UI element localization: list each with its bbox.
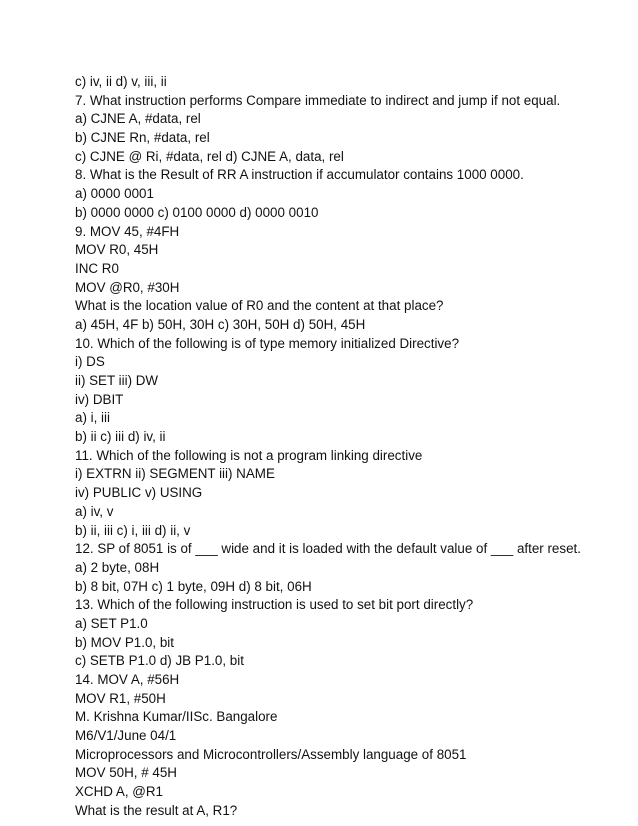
text-line: What is the location value of R0 and the content at that place? bbox=[75, 298, 444, 314]
document-text-block bbox=[75, 73, 615, 821]
text-line: b) 0000 0000 c) 0100 0000 d) 0000 0010 bbox=[75, 204, 319, 220]
text-line: iv) PUBLIC v) USING bbox=[75, 485, 203, 501]
question-9-line: 9. MOV 45, #4FH bbox=[75, 223, 180, 239]
text-line: MOV 50H, # 45H bbox=[75, 765, 177, 781]
text-line: b) ii c) iii d) iv, ii bbox=[75, 429, 166, 445]
question-10-line: 10. Which of the following is of type memory initialized Directive? bbox=[75, 335, 460, 351]
text-line: iv) DBIT bbox=[75, 391, 124, 407]
text-line: MOV R0, 45H bbox=[75, 242, 159, 258]
text-line: b) ii, iii c) i, iii d) ii, v bbox=[75, 522, 191, 538]
text-line: What is the result at A, R1? bbox=[75, 802, 238, 818]
text-line: a) iv, v bbox=[75, 503, 114, 519]
question-12-line: 12. SP of 8051 is of ___ wide and it is loaded with the default value of ___ after reset. bbox=[75, 541, 581, 557]
text-line: b) MOV P1.0, bit bbox=[75, 634, 174, 650]
text-line: ii) SET iii) DW bbox=[75, 373, 159, 388]
question-8-line: 8. What is the Result of RR A instruction if accumulator contains 1000 0000. bbox=[75, 167, 524, 183]
text-line: INC R0 bbox=[75, 260, 119, 276]
text-line: b) CJNE Rn, #data, rel bbox=[75, 130, 210, 146]
document-code-line: M6/V1/June 04/1 bbox=[75, 728, 177, 744]
text-line: a) 0000 0001 bbox=[75, 186, 154, 202]
text-line: b) 8 bit, 07H c) 1 byte, 09H d) 8 bit, 06H bbox=[75, 578, 312, 594]
text-line: XCHD A, @R1 bbox=[75, 784, 164, 800]
question-7-line: 7. What instruction performs Compare immediate to indirect and jump if not equal. bbox=[75, 92, 561, 108]
course-title-line: Microprocessors and Microcontrollers/Assembly language of 8051 bbox=[75, 746, 467, 762]
text-line: a) CJNE A, #data, rel bbox=[75, 111, 201, 127]
author-line: M. Krishna Kumar/IISc. Bangalore bbox=[75, 709, 278, 725]
text-line: a) i, iii bbox=[75, 410, 110, 426]
text-line: MOV R1, #50H bbox=[75, 690, 166, 706]
question-13-line: 13. Which of the following instruction is used to set bit port directly? bbox=[75, 597, 474, 613]
text-line: MOV @R0, #30H bbox=[75, 279, 180, 295]
text-line: a) 2 byte, 08H bbox=[75, 559, 160, 575]
text-line: a) 45H, 4F b) 50H, 30H c) 30H, 50H d) 50H, 45H bbox=[75, 316, 366, 332]
text-line: c) CJNE @ Ri, #data, rel d) CJNE A, data, rel bbox=[75, 148, 344, 164]
text-line: i) EXTRN ii) SEGMENT iii) NAME bbox=[75, 466, 275, 482]
question-14-line: 14. MOV A, #56H bbox=[75, 672, 180, 687]
question-11-line: 11. Which of the following is not a program linking directive bbox=[75, 447, 423, 463]
text-line: c) iv, ii d) v, iii, ii bbox=[75, 74, 167, 89]
text-line: a) SET P1.0 bbox=[75, 615, 148, 631]
text-line: i) DS bbox=[75, 354, 105, 370]
text-line: c) SETB P1.0 d) JB P1.0, bit bbox=[75, 653, 244, 669]
